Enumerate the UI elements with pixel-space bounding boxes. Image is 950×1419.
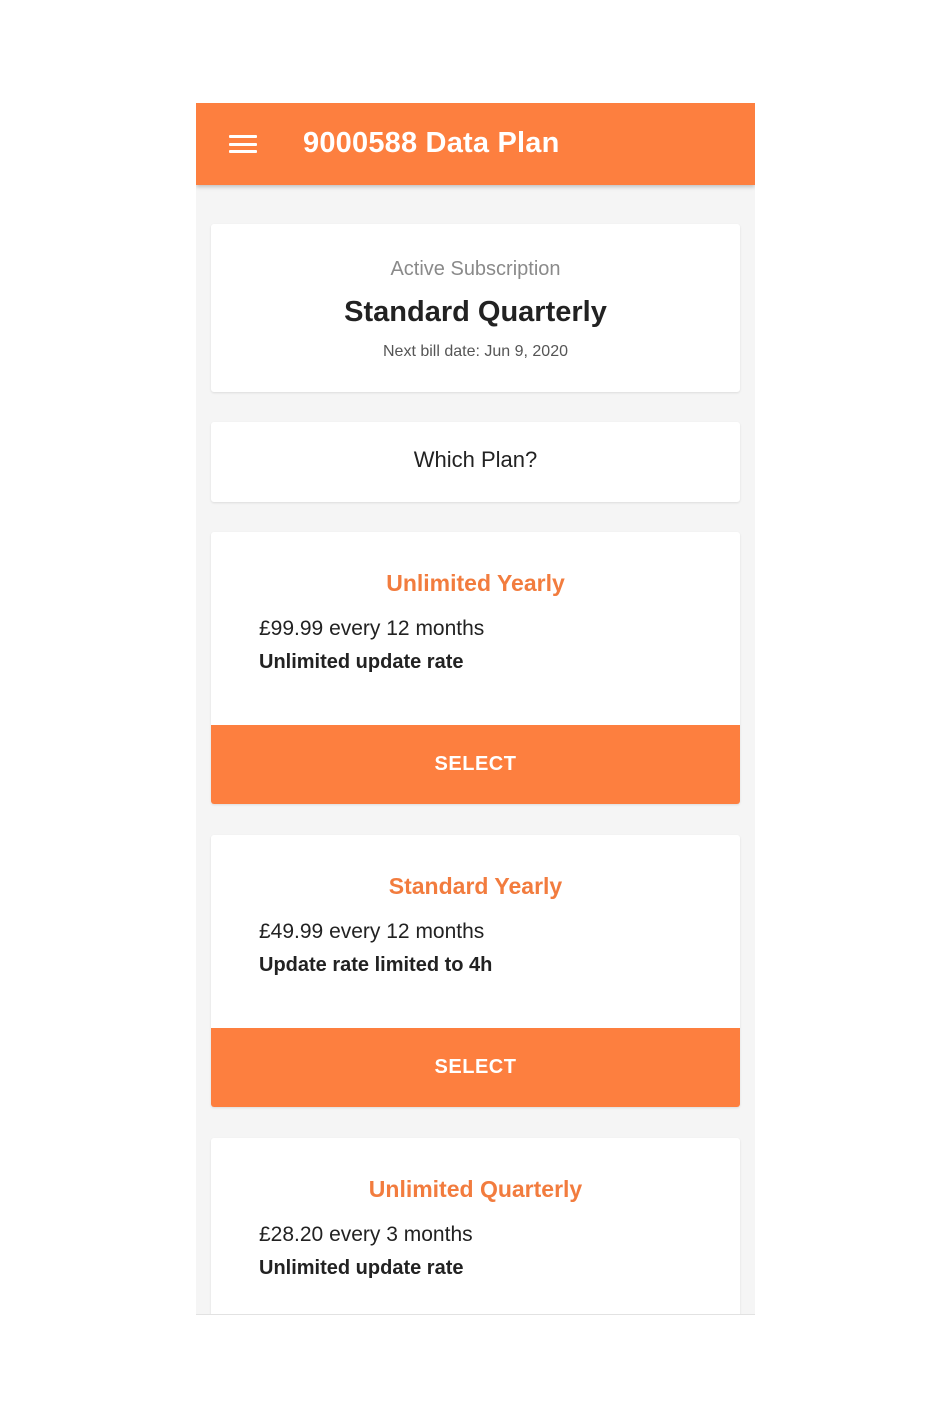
plan-description: Update rate limited to 4h [259,954,493,976]
plan-card-unlimited-yearly [211,532,740,804]
which-plan-card [211,422,740,502]
plan-price: £49.99 every 12 months [259,920,485,943]
page-title: 9000588 Data Plan [303,127,560,159]
next-bill-date: Next bill date: Jun 9, 2020 [382,343,568,360]
plan-name: Unlimited Yearly [386,570,565,596]
plan-description: Unlimited update rate [259,651,464,673]
select-button-unlimited-yearly[interactable]: SELECT [211,725,740,804]
plan-name: Unlimited Quarterly [368,1176,583,1202]
which-plan-heading: Which Plan? [413,447,538,472]
select-button-standard-yearly[interactable]: SELECT [211,1028,740,1107]
plan-name: Standard Yearly [388,873,563,899]
menu-icon[interactable] [222,126,264,162]
plan-description: Unlimited update rate [259,1257,464,1279]
active-subscription-card [211,224,740,392]
plan-card-unlimited-quarterly [211,1138,740,1315]
plan-card-standard-yearly [211,835,740,1107]
active-plan-name: Standard Quarterly [344,296,607,328]
active-subscription-label: Active Subscription [390,258,561,280]
app-bar [196,103,755,185]
plan-price: £28.20 every 3 months [259,1223,473,1246]
app-screen [196,103,755,1315]
plan-price: £99.99 every 12 months [259,617,485,640]
